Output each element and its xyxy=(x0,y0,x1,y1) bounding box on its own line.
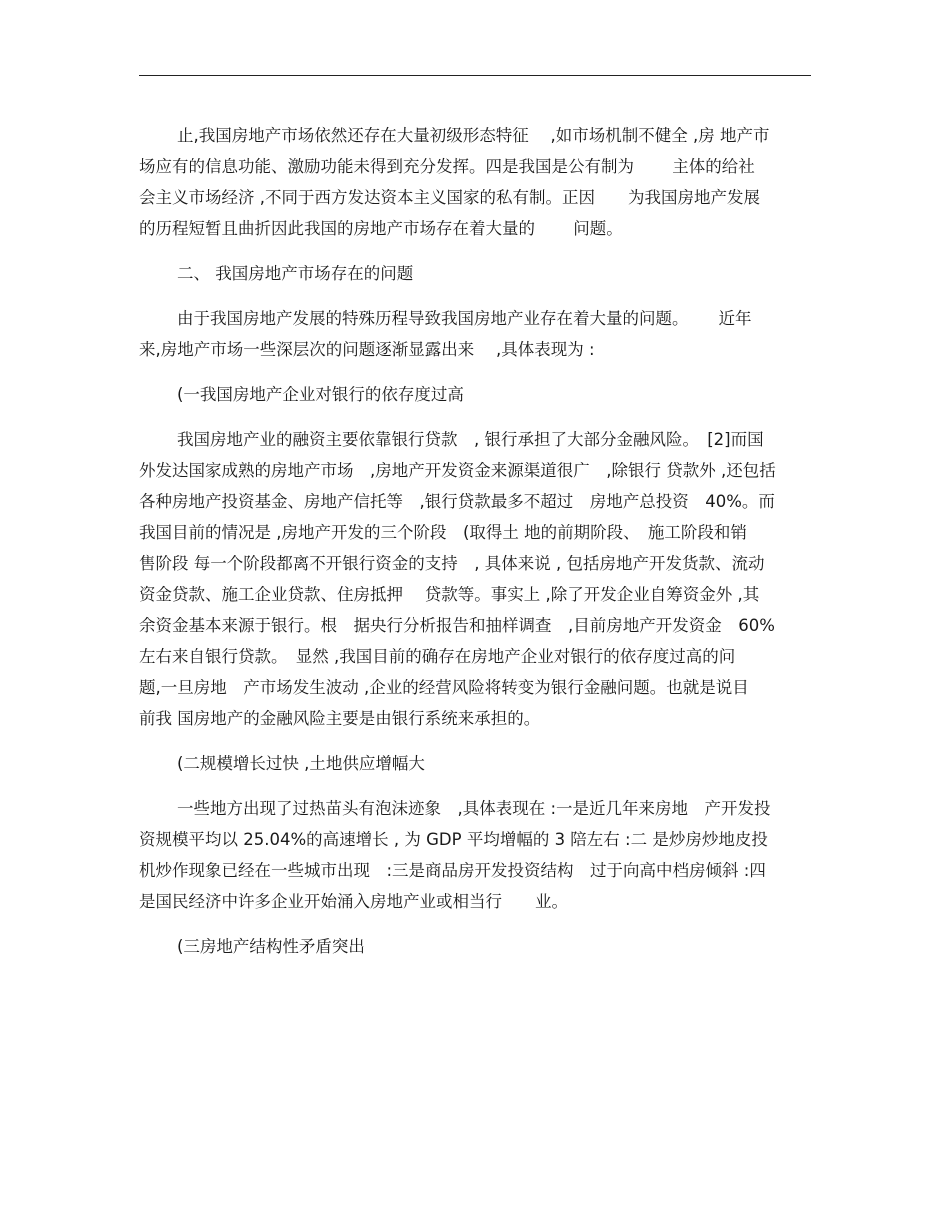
text-line: 各种房地产投资基金、房地产信托等 ,银行贷款最多不超过 房地产总投资 40%。而 xyxy=(139,492,775,511)
paragraph-continuation xyxy=(139,120,811,244)
text-line: 左右来自银行贷款。 显然 ,我国目前的确存在房地产企业对银行的依存度过高的问 xyxy=(139,647,736,666)
paragraph-overheating xyxy=(139,793,811,917)
text-line: 场应有的信息功能、激励功能未得到充分发挥。四是我国是公有制为 主体的给社 xyxy=(139,157,755,176)
text-line: 题,一旦房地 产市场发生波动 ,企业的经营风险将转变为银行金融问题。也就是说目 xyxy=(139,678,749,697)
text-line: 的历程短暂且曲折因此我国的房地产市场存在着大量的 问题。 xyxy=(139,219,623,238)
text-line: 一些地方出现了过热苗头有泡沫迹象 ,具体表现在 :一是近几年来房地 产开发投 xyxy=(177,799,771,818)
heading-text: (一我国房地产企业对银行的依存度过高 xyxy=(177,385,464,404)
text-line: 外发达国家成熟的房地产市场 ,房地产开发资金来源渠道很广 ,除银行 贷款外 ,还包括 xyxy=(139,461,776,480)
text-line: 机炒作现象已经在一些城市出现 :三是商品房开发投资结构 过于向高中档房倾斜 :四 xyxy=(139,861,766,880)
text-line: 会主义市场经济 ,不同于西方发达资本主义国家的私有制。正因 为我国房地产发展 xyxy=(139,188,760,207)
text-line: 是国民经济中许多企业开始涌入房地产业或相当行 业。 xyxy=(139,892,568,911)
heading-text: (二规模增长过快 ,土地供应增幅大 xyxy=(177,754,425,773)
text-line: 前我 国房地产的金融风险主要是由银行系统来承担的。 xyxy=(139,709,541,728)
header-rule xyxy=(139,75,811,76)
subheading-1 xyxy=(139,379,811,410)
document-body xyxy=(139,120,811,962)
heading-text: 二、 我国房地产市场存在的问题 xyxy=(177,264,414,283)
text-line: 资规模平均以 25.04%的高速增长 , 为 GDP 平均增幅的 3 陪左右 :二 是炒房炒地皮投 xyxy=(139,830,768,849)
section-heading xyxy=(139,258,811,289)
text-line: 我国目前的情况是 ,房地产开发的三个阶段 (取得土 地的前期阶段、 施工阶段和销 xyxy=(139,523,747,542)
subheading-2 xyxy=(139,748,811,779)
text-line: 由于我国房地产发展的特殊历程导致我国房地产业存在着大量的问题。 近年 xyxy=(177,309,752,328)
paragraph-bank-dependence xyxy=(139,424,811,734)
paragraph-intro xyxy=(139,303,811,365)
text-line: 我国房地产业的融资主要依靠银行贷款 , 银行承担了大部分金融风险。 [2]而国 xyxy=(177,430,764,449)
text-line: 来,房地产市场一些深层次的问题逐渐显露出来 ,具体表现为 : xyxy=(139,340,595,359)
subheading-3 xyxy=(139,931,811,962)
text-line: 资金贷款、施工企业贷款、住房抵押 贷款等。事实上 ,除了开发企业自筹资金外 ,其 xyxy=(139,585,760,604)
text-line: 余资金基本来源于银行。根 据央行分析报告和抽样调查 ,目前房地产开发资金 60% xyxy=(139,616,775,635)
text-line: 止,我国房地产市场依然还存在大量初级形态特征 ,如市场机制不健全 ,房 地产市 xyxy=(177,126,770,145)
heading-text: (三房地产结构性矛盾突出 xyxy=(177,937,365,956)
text-line: 售阶段 每一个阶段都离不开银行资金的支持 , 具体来说 , 包括房地产开发货款、流动 xyxy=(139,554,765,573)
